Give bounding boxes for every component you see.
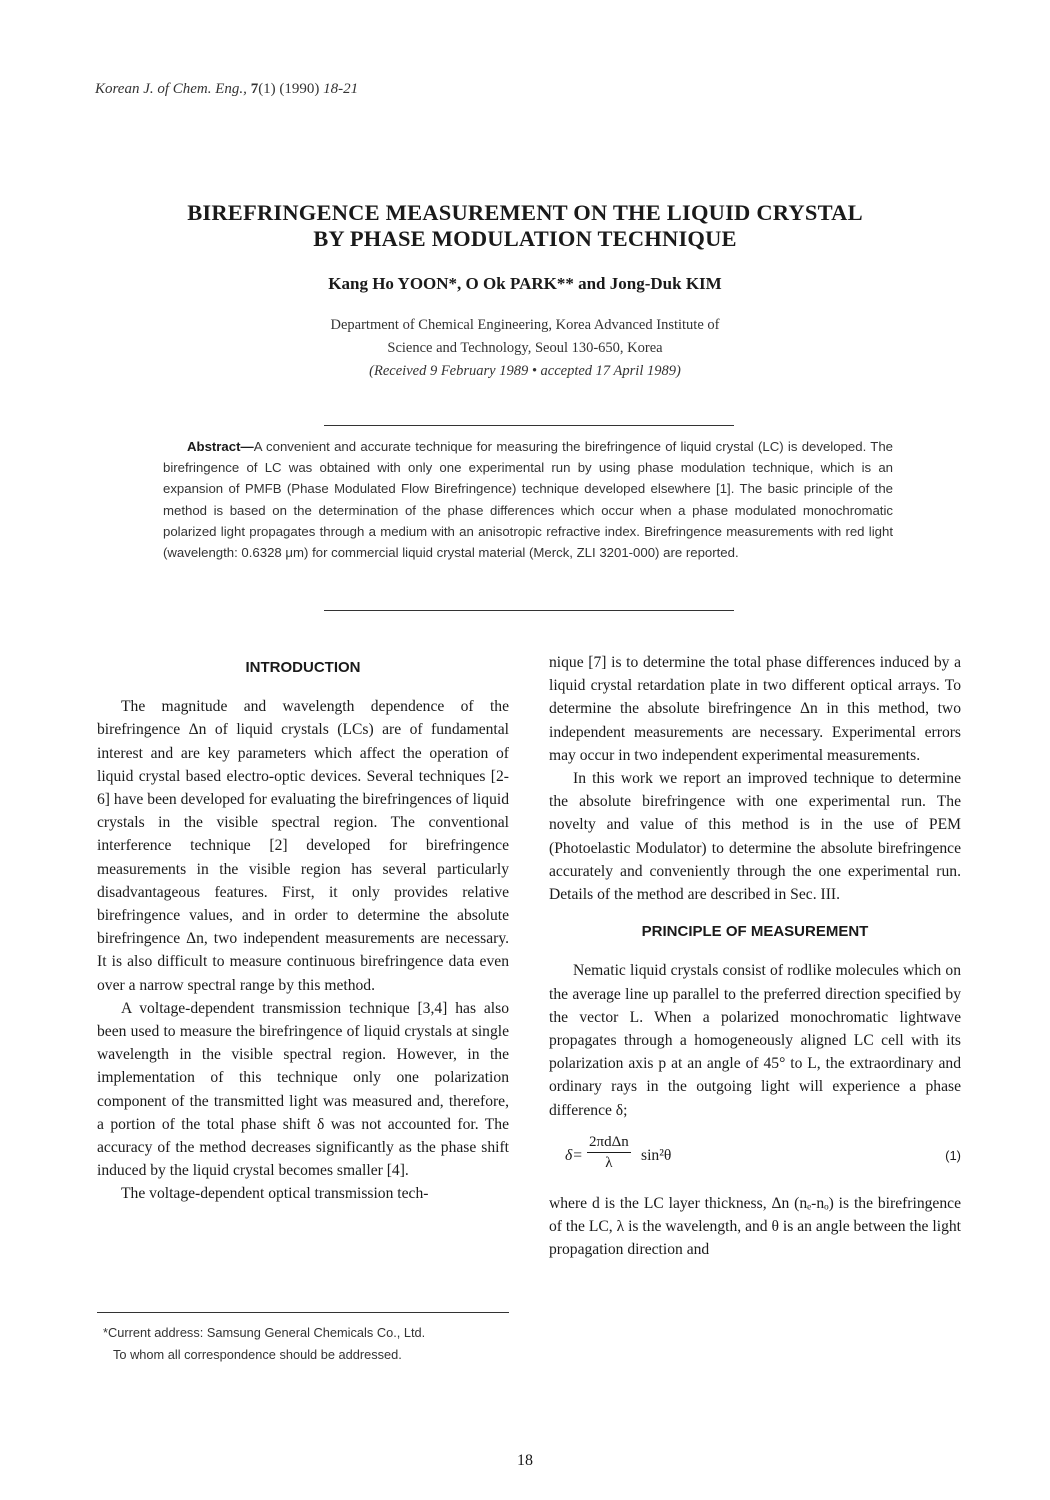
intro-paragraph-3: The voltage-dependent optical transmission tech- bbox=[121, 1185, 429, 1203]
paper-title bbox=[100, 200, 950, 252]
equation-1 bbox=[549, 1132, 961, 1178]
principle-paragraph-2: where d is the LC layer thickness, Δn (nₑ-nₒ) is the birefringence of the LC, λ is the wavelength, and θ is an angle between the light propagation direction and bbox=[549, 1194, 961, 1259]
journal-name: Korean J. of Chem. Eng., bbox=[95, 81, 247, 97]
left-column bbox=[97, 648, 509, 1206]
equation-number: (1) bbox=[945, 1147, 961, 1163]
received-dates: (Received 9 February 1989 • accepted 17 April 1989) bbox=[369, 363, 681, 379]
journal-issue-year: (1) (1990) bbox=[258, 81, 320, 97]
right-column bbox=[549, 651, 961, 1261]
footnote-line-2: To whom all correspondence should be addressed. bbox=[113, 1347, 402, 1362]
equation-denominator: λ bbox=[605, 1154, 613, 1171]
journal-volume: 7 bbox=[250, 81, 259, 97]
intro-paragraph-4: In this work we report an improved technique to determine the absolute birefringence with one experimental run. The novelty and value of this method is in the use of PEM (Photoelastic Modulator) to determine the absolute birefringence accurately and conveniently through the one experimental run. Details of the method are described in Sec. III. bbox=[549, 770, 961, 904]
equation-numerator: 2πdΔn bbox=[587, 1132, 631, 1153]
affiliation bbox=[200, 314, 850, 383]
journal-pages: 18-21 bbox=[323, 81, 359, 97]
intro-paragraph-2: A voltage-dependent transmission technique [3,4] has also been used to measure the birefringence of liquid crystals at single wavelength in the visible spectral region. However, in the implementation of this technique only one polarization component of the transmitted light was measured and, therefore, a portion of the total phase shift δ was not accounted for. The accuracy of the method decreases significantly as the phase shift induced by the liquid crystal becomes smaller [4]. bbox=[97, 999, 509, 1180]
journal-citation bbox=[95, 81, 358, 98]
section-heading-principle: PRINCIPLE OF MEASUREMENT bbox=[641, 923, 869, 941]
title-line-1: BIREFRINGENCE MEASUREMENT ON THE LIQUID CRYSTAL bbox=[187, 200, 863, 225]
affiliation-line-2: Science and Technology, Seoul 130-650, Korea bbox=[387, 340, 663, 356]
page-number: 18 bbox=[517, 1452, 533, 1469]
authors: Kang Ho YOON*, O Ok PARK** and Jong-Duk KIM bbox=[328, 274, 722, 293]
abstract bbox=[163, 436, 893, 563]
intro-paragraph-3-continued: nique [7] is to determine the total phase differences induced by a liquid crystal retardation plate in two different optical arrays. To determine the absolute birefringence Δn in this method, two independent measurements are necessary. Experimental errors may occur in two independent experimental measurements. bbox=[549, 654, 961, 764]
affiliation-line-1: Department of Chemical Engineering, Korea Advanced Institute of bbox=[330, 317, 720, 333]
principle-paragraph-1: Nematic liquid crystals consist of rodlike molecules which on the average line up parallel to the preferred direction specified by the vector L. When a polarized monochromatic lightwave propagates through a homogeneously aligned LC cell with its polarization axis p at an angle of 45° to L, the extraordinary and ordinary rays in the outgoing light will experience a phase difference δ; bbox=[549, 962, 961, 1119]
title-line-2: BY PHASE MODULATION TECHNIQUE bbox=[313, 226, 737, 251]
abstract-top-rule bbox=[324, 425, 734, 426]
footnote bbox=[103, 1322, 513, 1366]
equation-fraction bbox=[587, 1132, 631, 1173]
footnote-line-1: *Current address: Samsung General Chemicals Co., Ltd. bbox=[103, 1325, 426, 1340]
equation-rhs: sin²θ bbox=[641, 1146, 672, 1164]
abstract-text: A convenient and accurate technique for measuring the birefringence of liquid crystal (LC) is developed. The birefringence of LC was obtained with only one experimental run by using phase modulation technique, which is an expansion of PMFB (Phase Modulated Flow Birefringence) technique developed elsewhere [1]. The basic principle of the method is based on the determination of the phase differences which occur when a phase modulated monochromatic polarized light propagates through a medium with an anisotropic refractive index. Birefringence measurements with red light (wavelength: 0.6328 μm) for commercial liquid crystal material (Merck, ZLI 3201-000) are reported. bbox=[163, 439, 893, 561]
intro-paragraph-1: The magnitude and wavelength dependence of the birefringence Δn of liquid crystals (LCs) are of fundamental interest and are key parameters which affect the operation of liquid crystal based electro-optic devices. Several techniques [2-6] have been developed for evaluating the birefringences of liquid crystals in the visible spectral region. The conventional interference technique [2] developed for birefringence measurements in the visible region has several particularly disadvantageous features. First, it only provides relative birefringence values, and in order to determine the absolute birefringence Δn, two independent measurements are necessary. It is also difficult to measure continuous birefringence data even over a narrow spectral range by this method. bbox=[97, 698, 509, 994]
abstract-label: Abstract— bbox=[187, 439, 254, 454]
equation-lhs: δ= bbox=[565, 1146, 583, 1164]
section-heading-introduction: INTRODUCTION bbox=[245, 659, 361, 676]
footnote-rule bbox=[97, 1312, 509, 1313]
abstract-bottom-rule bbox=[324, 610, 734, 611]
